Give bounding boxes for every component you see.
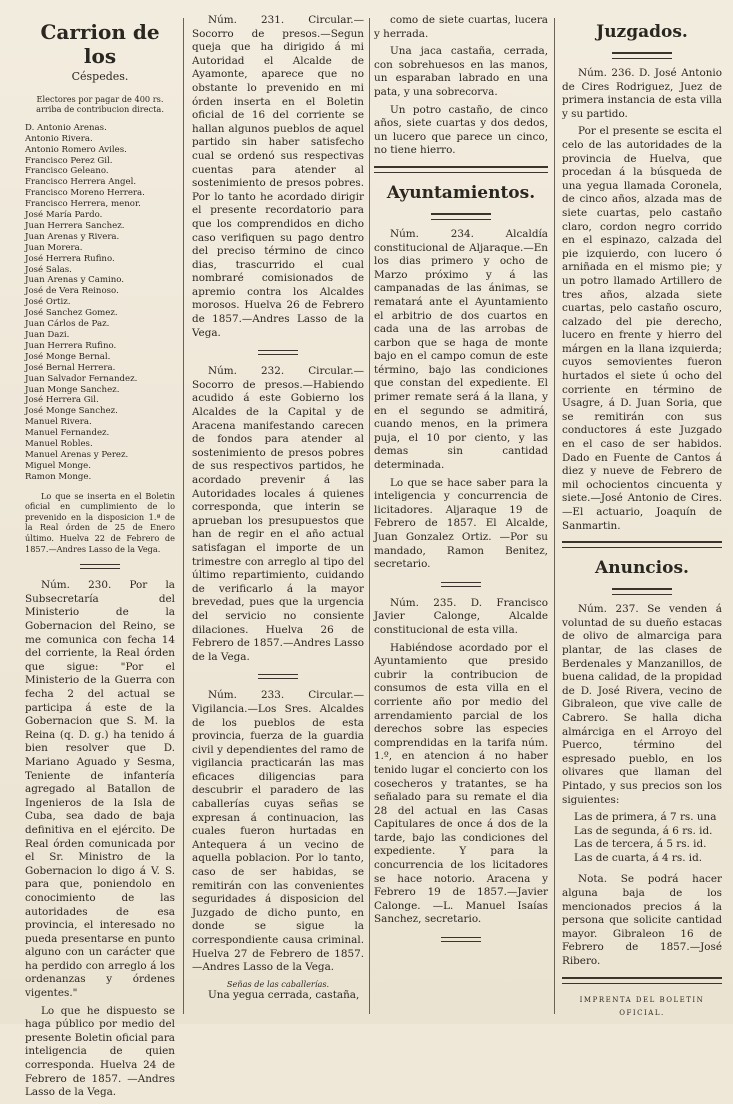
horse-signs-heading: Señas de las caballerías. xyxy=(226,978,330,989)
elector-name: José Ortiz. xyxy=(25,297,71,308)
elector-name: José Sanchez Gomez. xyxy=(25,308,118,319)
elector-name: José Herrera Gil. xyxy=(25,395,99,406)
printer-footer: IMPRENTA DEL BOLETIN OFICIAL. xyxy=(579,995,705,1018)
notice-236-body: Por el presente se escita el celo de las autoridades de la provincia de Huelva, que procedan á la búsqueda de una yegua llamada Coronela, de cinco años, alzada mas de siete cuartas, pelo castaño claro, cordon negro corrido en el espinazo, calzada del pie izquierdo, con lucero ó arniñada en el mismo pie; y un potro llamado Artillero de tres años, alzada siete cuartas, pelo castaño oscuro, calzado del pie derecho, lucero en frente y hierro del márgen en la llana izquierda; cuyos semovientes fueron hurtados el siete ú ocho del corriente en término de Usagre, á D. Juan Soria, que se remitirán con sus conductores á este Juzgado en el caso de ser habidos. Dado en Fuente de Cantos á diez y nueve de Febrero de mil ochocientos cincuenta y siete.—José Antonio de Cires.—El actuario, Joaquín de Sanmartin. xyxy=(562,125,722,532)
electors-note: Lo que se inserta en el Boletin oficial en cumplimiento de lo prevenido en la disposicion 1.ª de la Real órden de 25 de Enero último. Huelva 22 de Febrero de 1857.—Andres Lasso de la Vega. xyxy=(25,490,175,554)
notice-232: Núm. 232. Circular.—Socorro de presos.—Habiendo acudido á este Gobierno los Alcaldes de la Capital y de Aracena manifestando carecen de fondos para atender al sostenimiento de presos pobres de sus respectivos partidos, he acordado prevenir á las Autoridades locales á quienes corresponda, que interin se aprueban los presupuestos que han de regir en el año actual satisfagan el importe de un trimestre con arreglo al tipo del último repartimiento, cuidando de verificarlo á la mayor brevedad, pues que la urgencia del servicio no consiente dilaciones. Huelva 26 de Febrero de 1857.—Andres Lasso de la Vega. xyxy=(192,365,364,663)
horse-description: Una yegua cerrada, castaña, xyxy=(208,989,360,1002)
potro-description: Un potro castaño, de cinco años, siete cuartas y dos dedos, un lucero que parece un cinco, no tiene hierro. xyxy=(374,103,548,157)
elector-name: José de Vera Reinoso. xyxy=(25,286,119,297)
column-rule xyxy=(369,18,370,1014)
double-rule xyxy=(431,213,491,220)
section-title: Anuncios. xyxy=(595,558,689,579)
elector-name: Juan Arenas y Camino. xyxy=(25,275,125,286)
elector-name: Juan Cárlos de Paz. xyxy=(25,319,110,330)
horse-description-cont: como de siete cuartas, lucera y herrada. xyxy=(374,14,548,40)
notice-233: Núm. 233. Circular.—Vigilancia.—Los Sres. Alcaldes de los pueblos de esta provincia, fuerza de la guardia civil y dependientes del ramo de vigilancia practicarán las mas eficaces diligencias para descubrir el paradero de las caballerías cuyas señas se expresan á continuacion, las cuales fueron hurtadas en Antequera á un vecino de aquella poblacion. Por lo tanto, caso de ser habidas, se remitirán con las convenientes seguridades á disposicion del Juzgado de dicho punto, en donde se sigue la correspondiente causa criminal. Huelva 27 de Febrero de 1857.—Andres Lasso de la Vega. xyxy=(192,689,364,974)
elector-name: Miguel Monge. xyxy=(25,460,91,471)
elector-name: Francisco Herrera, menor. xyxy=(25,199,141,210)
elector-name: Francisco Geleano. xyxy=(25,166,109,177)
elector-name: Juan Herrera Sanchez. xyxy=(25,220,125,231)
elector-name: José María Pardo. xyxy=(25,210,103,221)
notice-234-closing: Lo que se hace saber para la inteligencia y concurrencia de licitadores. Aljaraque 19 de Febrero de 1857. El Alcalde, Juan Gonzalez Ortiz. —Por su mandado, Ramon Benitez, secretario. xyxy=(374,476,548,571)
section-title: Juzgados. xyxy=(596,22,688,42)
notice-237: Núm. 237. Se venden á voluntad de su dueño estacas de olivo de almarciga para plantar, de las clases de Berdenales y Manzanillos, de buena calidad, de la propidad de D. José Rivera, vecino de Gibraleon, que vive calle de Cabrero. Se halla dicha almárciga en el Arroyo del Puerco, término del espresado pueblo, en los olivares que llaman del Pintado, y sus precios son los siguientes: xyxy=(562,603,722,806)
ornament-divider xyxy=(258,350,298,355)
electors-intro: Electores por pagar de 400 rs. arriba de contribucion directa. xyxy=(36,93,164,115)
elector-name: José Bernal Herrera. xyxy=(25,362,116,373)
price-item: Las de cuarta, á 4 rs. id. xyxy=(574,851,703,864)
notice-235-body: Habiéndose acordado por el Ayuntamiento que presido cubrir la contribucion de consumos de esta villa en el corriente año por medio del arrendamiento parcial de los derechos sobre las especies comprendidas en la tarifa núm. 1.º, en atencion á no haber tenido lugar el concierto con los cosecheros y tratantes, se ha señalado para su remate el dia 28 del actual en las Casas Capitulares de once á dos de la tarde, bajo las condiciones del expediente. Y para la concurrencia de los licitadores se hace notorio. Aracena y Febrero 19 de 1857.—Javier Calonge. —L. Manuel Isaías Sanchez, secretario. xyxy=(374,641,548,926)
elector-name: Juan Morera. xyxy=(25,242,83,253)
elector-name: Antonio Rivera. xyxy=(25,133,93,144)
double-rule xyxy=(374,166,548,173)
elector-name: José Monge Sanchez. xyxy=(25,406,118,417)
column-rule xyxy=(554,18,555,1014)
elector-name: Manuel Arenas y Perez. xyxy=(25,449,129,460)
double-rule xyxy=(612,52,672,59)
double-rule xyxy=(612,588,672,595)
ornament-divider xyxy=(80,564,120,569)
column-3 xyxy=(374,14,548,952)
notice-231: Núm. 231. Circular.—Socorro de presos.—Segun queja que ha dirigido á mi Autoridad el Alcalde de Ayamonte, aparece que no obstante lo prevenido en mi órden inserta en el Boletin oficial de 16 del corriente se hallan algunos pueblos de aquel partido sin haber satisfecho cual se ordenó sus respectivas cuentas para atender al sostenimiento de presos pobres. Por lo tanto he acordado dirigir el presente recordatorio para que los comprendidos en dicho caso verifiquen su pago dentro del preciso término de cinco dias, trascurrido el cual nombraré comisionados de apremio contra los Alcaldes morosos. Huelva 26 de Febrero de 1857.—Andres Lasso de la Vega. xyxy=(192,14,364,339)
price-item: Las de tercera, á 5 rs. id. xyxy=(574,838,707,851)
jaca-description: Una jaca castaña, cerrada, con sobrehuesos en las manos, un esparaban labrado en una pata, y una sobrecorva. xyxy=(374,45,548,98)
column-2 xyxy=(192,14,364,1007)
elector-name: Francisco Perez Gil. xyxy=(25,155,113,166)
notice-230: Núm. 230. Por la Subsecretaría del Ministerio de la Gobernacion del Reino, se me comunica con fecha 14 del corriente, la Real órden que sigue: "Por el Ministerio de la Guerra con fecha 2 del actual se participa á este de la Gobernacion que S. M. la Reina (q. D. g.) ha tenido á bien resolver que D. Mariano Aguado y Sesma, Teniente de infantería agregado al Batallon de Ingenieros de la Isla de Cuba, sea dado de baja definitiva en el ejército. De Real órden comunicada por el Sr. Ministro de la Gobernacion lo digo á V. S. para que, poniendolo en conocimiento de las autoridades de esa provincia, el interesado no pueda presentarse en punto alguno con un carácter que ha perdido con arreglo á los ordenanzas y órdenes vigentes." xyxy=(25,579,175,1000)
double-rule xyxy=(562,541,722,548)
column-rule xyxy=(183,18,184,1014)
price-list xyxy=(562,811,722,865)
section-title: Carrion de los xyxy=(40,20,160,68)
elector-name: Manuel Robles. xyxy=(25,439,93,450)
elector-name: José Monge Bernal. xyxy=(25,351,111,362)
elector-name: Juan Monge Sanchez. xyxy=(25,384,120,395)
elector-name: Antonio Romero Aviles. xyxy=(25,144,127,155)
column-4 xyxy=(562,14,722,1021)
ornament-divider xyxy=(441,937,481,942)
elector-name: José Salas. xyxy=(25,264,72,275)
elector-name: Juan Herrera Rufino. xyxy=(25,340,117,351)
section-subtitle: Céspedes. xyxy=(71,70,129,83)
elector-name: Francisco Moreno Herrera. xyxy=(25,188,145,199)
notice-237-note: Nota. Se podrá hacer alguna baja de los mencionados precios á la persona que solicite cantidad mayor. Gibraleon 16 de Febrero de 1857.—José Ribero. xyxy=(562,873,722,968)
elector-name: Manuel Rivera. xyxy=(25,417,92,428)
elector-name: Juan Salvador Fernandez. xyxy=(25,373,138,384)
elector-name: Manuel Fernandez. xyxy=(25,428,110,439)
elector-name: D. Antonio Arenas. xyxy=(25,122,107,133)
elector-name: Ramon Monge. xyxy=(25,471,92,482)
elector-name: Juan Dazi. xyxy=(25,330,70,340)
elector-name: Juan Arenas y Rivera. xyxy=(25,231,120,242)
notice-236: Núm. 236. D. José Antonio de Cires Rodriguez, Juez de primera instancia de esta villa y su partido. xyxy=(562,67,722,120)
price-item: Las de segunda, á 6 rs. id. xyxy=(574,824,713,837)
price-item: Las de primera, á 7 rs. una xyxy=(574,811,717,824)
section-title: Ayuntamientos. xyxy=(386,182,536,203)
ornament-divider xyxy=(441,582,481,587)
notice-234: Núm. 234. Alcaldía constitucional de Aljaraque.—En los dias primero y ocho de Marzo próximo y á las campanadas de las ánimas, se rematará ante el Ayuntamiento el arbitrio de dos cuartos en cada una de las arrobas de carbon que se haga de monte bajo en el campo comun de este término, bajo las condiciones que constan del expediente. El primer remate será á la llana, y en el segundo se admitirá, cuando menos, en la primera puja, el 10 por ciento, y las demas sin cantidad determinada. xyxy=(374,227,548,472)
notice-230-closing: Lo que he dispuesto se haga público por medio del presente Boletin oficial para inteligencia de quien corresponda. Huelva 24 de Febrero de 1857. —Andres Lasso de la Vega. xyxy=(25,1004,175,1099)
elector-name: Francisco Herrera Angel. xyxy=(25,177,137,188)
double-rule xyxy=(562,977,722,984)
notice-235: Núm. 235. D. Francisco Javier Calonge, Alcalde constitucional de esta villa. xyxy=(374,596,548,636)
column-1 xyxy=(25,14,175,1104)
ornament-divider xyxy=(258,674,298,679)
elector-name: José Herrera Rufino. xyxy=(25,253,115,264)
electors-list xyxy=(25,123,175,483)
